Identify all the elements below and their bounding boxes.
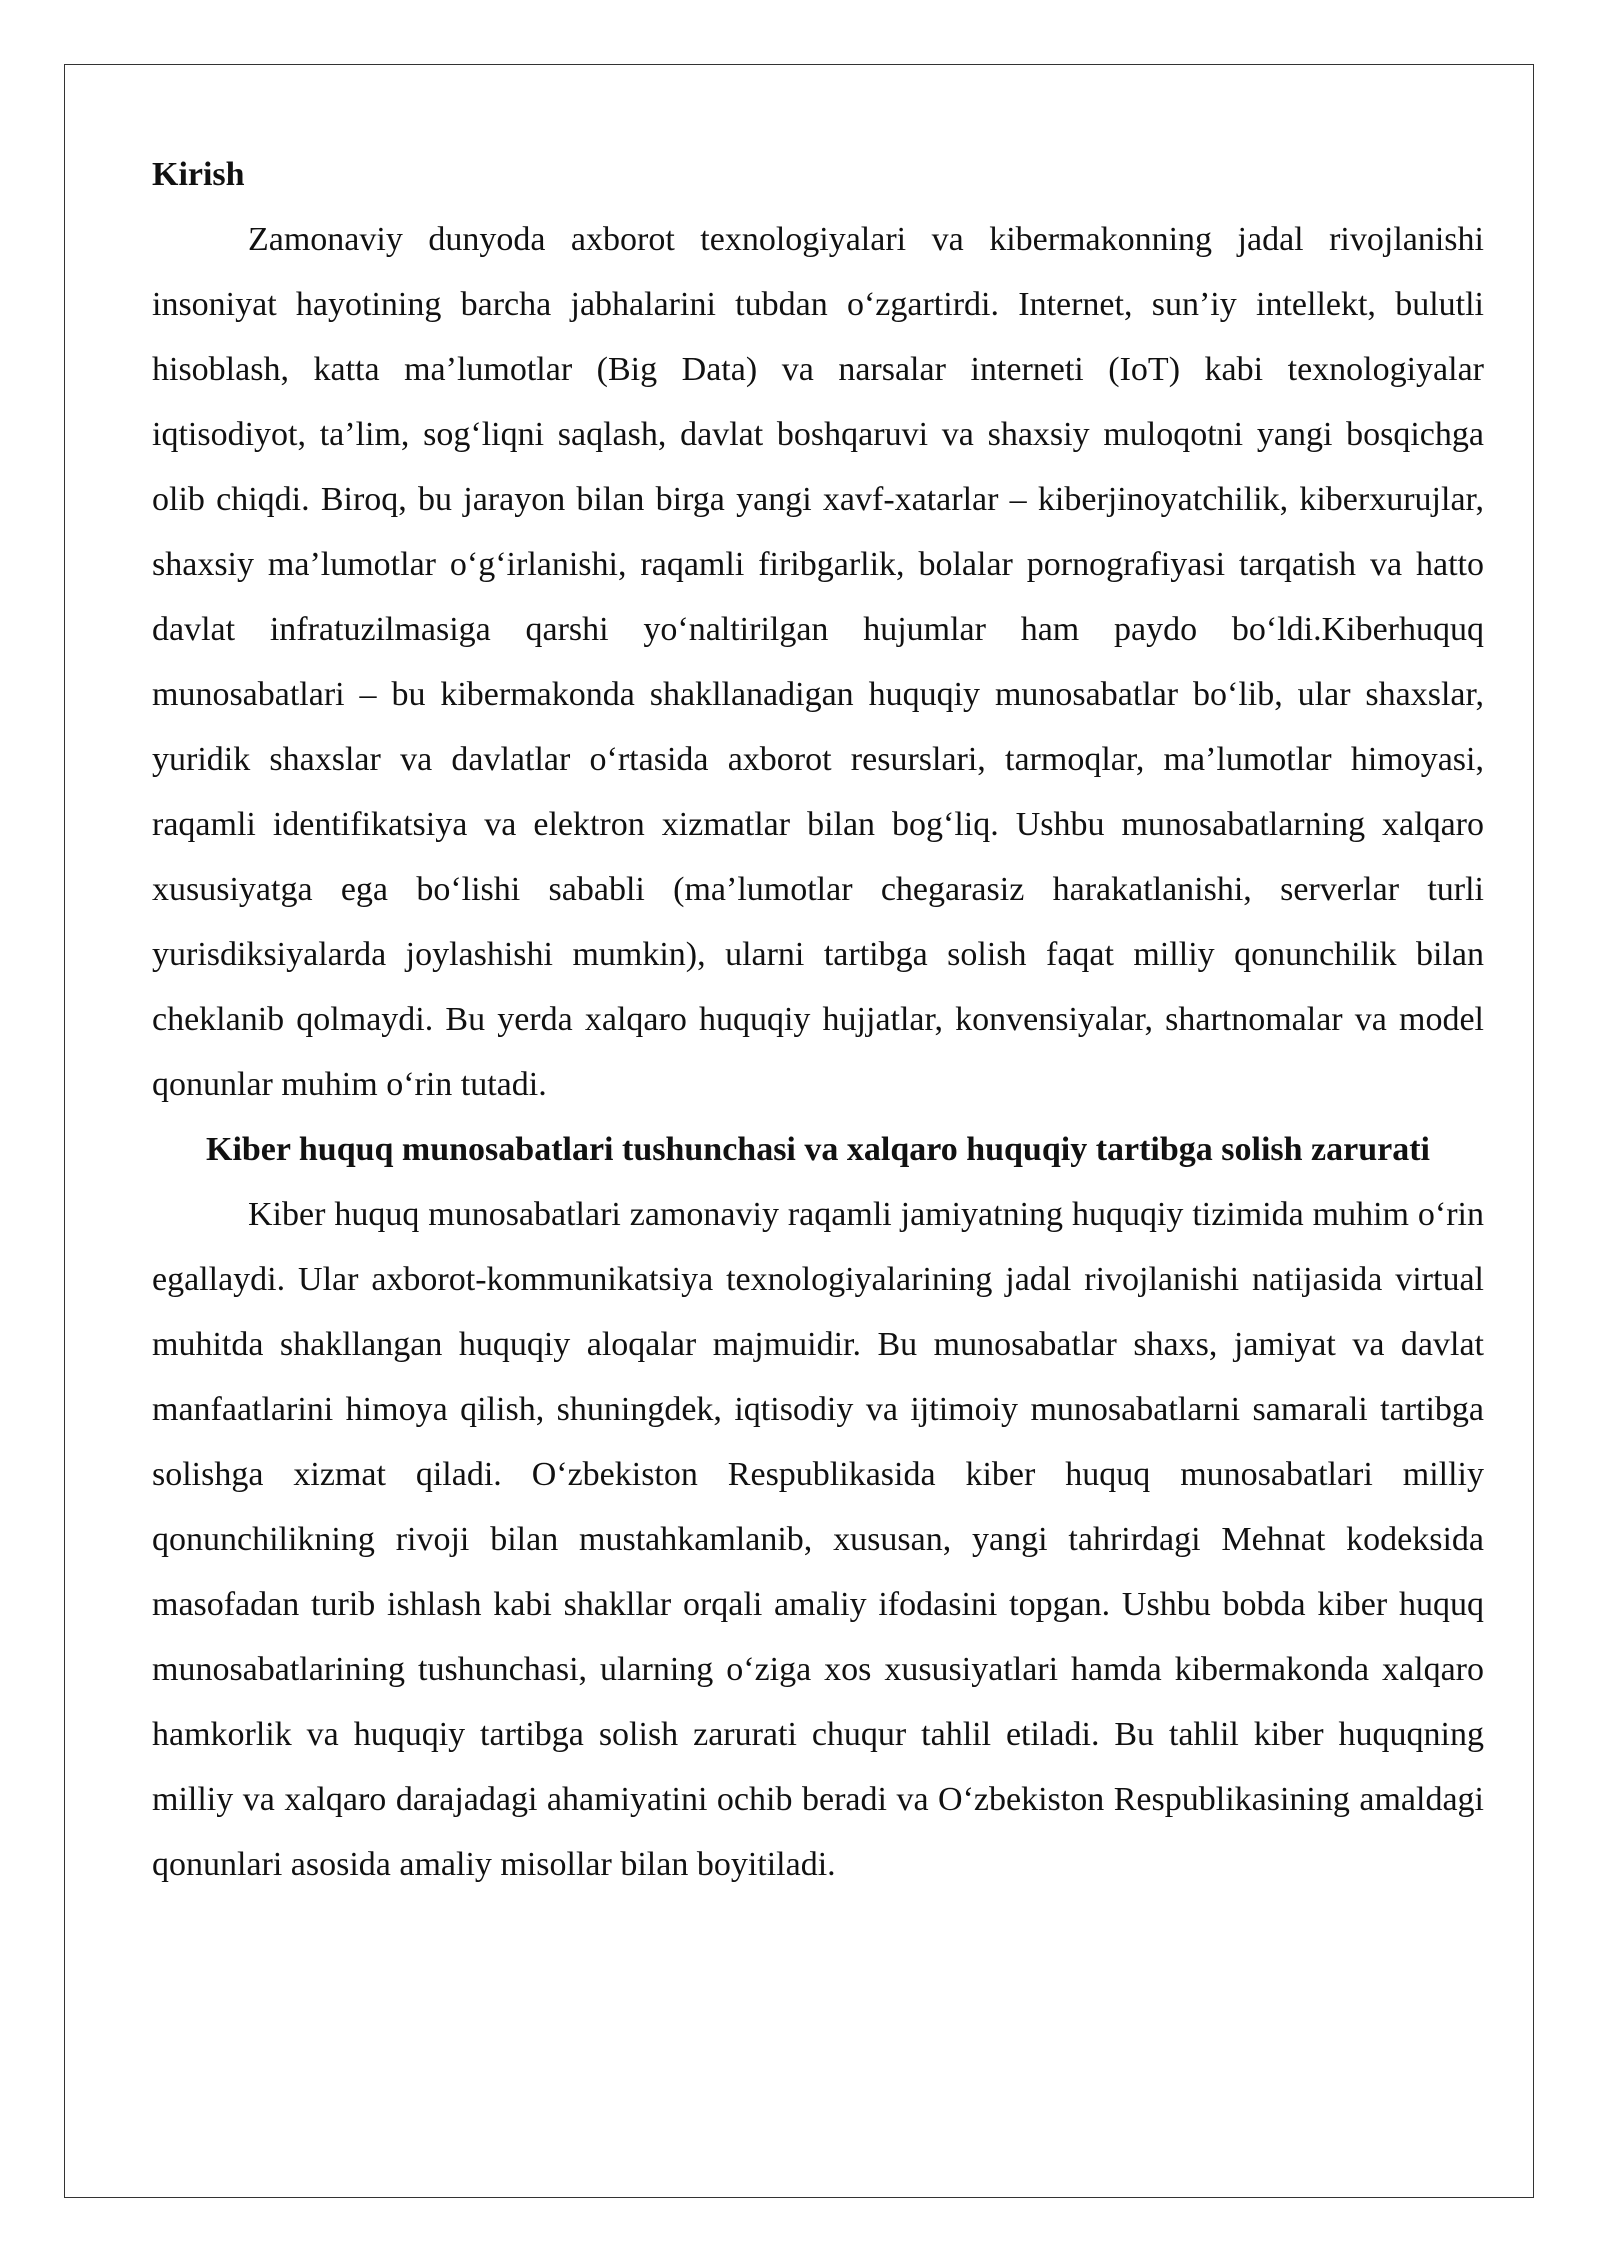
- paragraph-section: Kiber huquq munosabatlari zamonaviy raqamli jamiyatning huquqiy tizimida muhim o‘rin egallaydi. Ular axborot-kommunikatsiya texnologiyalarining jadal rivojlanishi natijasida virtual muhitda shakllangan huquqiy aloqalar majmuidir. Bu munosabatlar shaxs, jamiyat va davlat manfaatlarini himoya qilish, shuningdek, iqtisodiy va ijtimoiy munosabatlarni samarali tartibga solishga xizmat qiladi. O‘zbekiston Respublikasida kiber huquq munosabatlari milliy qonunchilikning rivoji bilan mustahkamlanib, xususan, yangi tahrirdagi Mehnat kodeksida masofadan turib ishlash kabi shakllar orqali amaliy ifodasini topgan. Ushbu bobda kiber huquq munosabatlarining tushunchasi, ularning o‘ziga xos xususiyatlari hamda kibermakonda xalqaro hamkorlik va huquqiy tartibga solish zarurati chuqur tahlil etiladi. Bu tahlil kiber huquqning milliy va xalqaro darajadagi ahamiyatini ochib beradi va O‘zbekiston Respublikasining amaldagi qonunlari asosida amaliy misollar bilan boyitiladi.: [152, 1196, 1484, 1883]
- heading-section: Kiber huquq munosabatlari tushunchasi va xalqaro huquqiy tartibga solish zarurati: [206, 1131, 1430, 1168]
- heading-intro: Kirish: [152, 156, 245, 193]
- paragraph-intro: Zamonaviy dunyoda axborot texnologiyalari va kibermakonning jadal rivojlanishi insoniyat hayotining barcha jabhalarini tubdan o‘zgartirdi. Internet, sun’iy intellekt, bulutli hisoblash, katta ma’lumotlar (Big Data) va narsalar interneti (IoT) kabi texnologiyalar iqtisodiyot, ta’lim, sog‘liqni saqlash, davlat boshqaruvi va shaxsiy muloqotni yangi bosqichga olib chiqdi. Biroq, bu jarayon bilan birga yangi xavf-xatarlar – kiberjinoyatchilik, kiberxurujlar, shaxsiy ma’lumotlar o‘g‘irlanishi, raqamli firibgarlik, bolalar pornografiyasi tarqatish va hatto davlat infratuzilmasiga qarshi yo‘naltirilgan hujumlar ham paydo bo‘ldi.Kiberhuquq munosabatlari – bu kibermakonda shakllanadigan huquqiy munosabatlar bo‘lib, ular shaxslar, yuridik shaxslar va davlatlar o‘rtasida axborot resurslari, tarmoqlar, ma’lumotlar himoyasi, raqamli identifikatsiya va elektron xizmatlar bilan bog‘liq. Ushbu munosabatlarning xalqaro xususiyatga ega bo‘lishi sababli (ma’lumotlar chegarasiz harakatlanishi, serverlar turli yurisdiksiyalarda joylashishi mumkin), ularni tartibga solish faqat milliy qonunchilik bilan cheklanib qolmaydi. Bu yerda xalqaro huquqiy hujjatlar, konvensiyalar, shartnomalar va model qonunlar muhim o‘rin tutadi.: [152, 221, 1484, 1103]
- document-body: [152, 142, 1484, 1897]
